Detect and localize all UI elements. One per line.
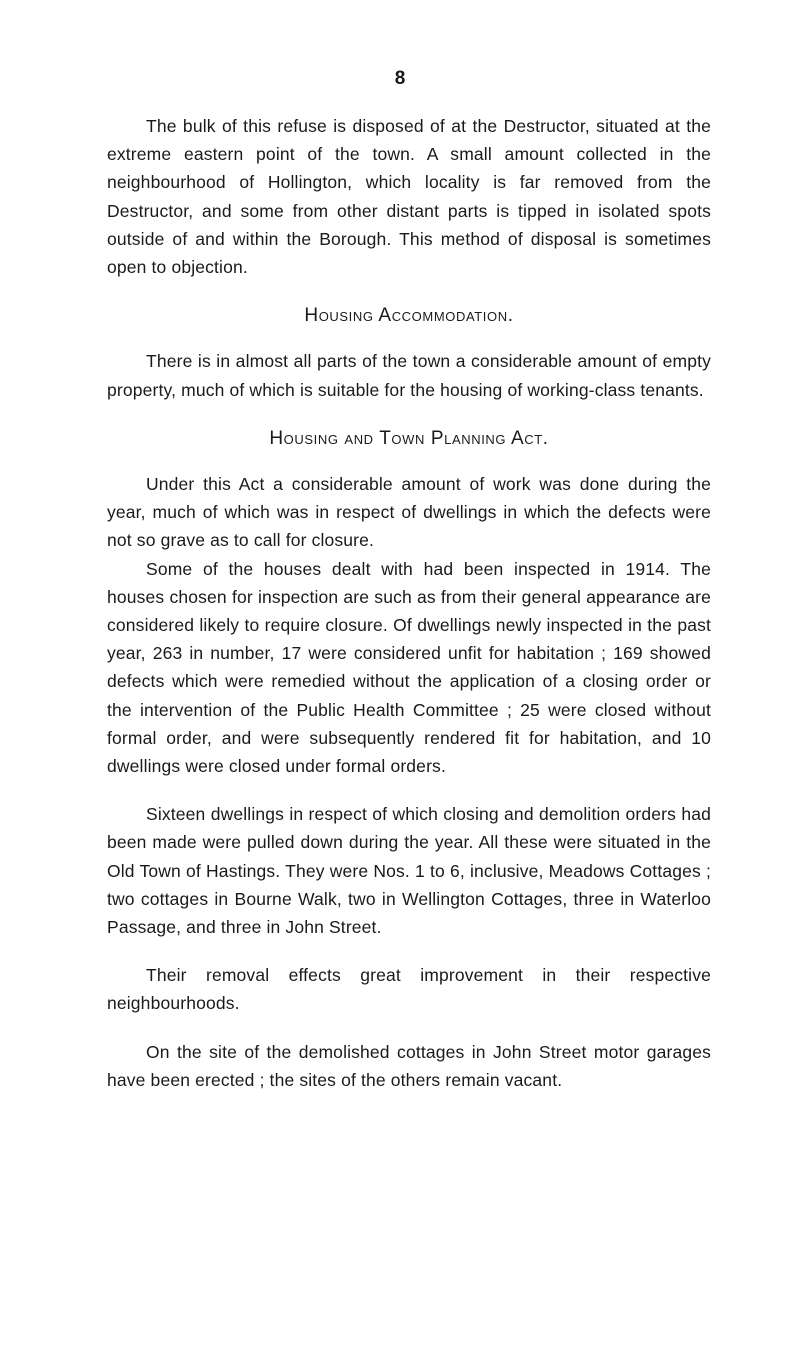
paragraph-empty-property: There is in almost all parts of the town a considerable amount of empty property, much of which is suitable for the housing of working-class tenants.	[107, 351, 711, 400]
paragraph-improvement: Their removal effects great improvement in their respective neighbourhoods.	[107, 965, 711, 1014]
heading-housing-accommodation: Housing Accommodation.	[304, 305, 514, 327]
heading-housing-town-planning-act: Housing and Town Planning Act.	[269, 427, 549, 449]
page-number: 8	[394, 68, 406, 89]
page-content	[107, 112, 711, 1094]
paragraph-inspections: Some of the houses dealt with had been inspected in 1914. The houses chosen for inspection are such as from their general appearance are considered likely to require closure. Of dwellings newly inspected in the past year, 263 in number, 17 were considered unfit for habitation ; 169 showed defects which were remedied without the application of a closing order or the intervention of the Public Health Committee ; 25 were closed without formal order, and were subsequently rendered fit for habitation, and 10 dwellings were closed under formal orders.	[107, 558, 711, 777]
paragraph-refuse-disposal: The bulk of this refuse is disposed of at the Destructor, situated at the extreme eastern point of the town. A small amount collected in the neighbourhood of Hollington, which locality is far removed from the Destructor, and some from other distant parts is tipped in isolated spots outside of and within the Borough. This method of disposal is sometimes open to objection.	[107, 116, 711, 278]
paragraph-demolitions: Sixteen dwellings in respect of which closing and demolition orders had been made were pulled down during the year. All these were situated in the Old Town of Hastings. They were Nos. 1 to 6, inclusive, Meadows Cottages ; two cottages in Bourne Walk, two in Wellington Cottages, three in Waterloo Passage, and three in John Street.	[107, 804, 711, 938]
paragraph-sites: On the site of the demolished cottages in John Street motor garages have been erected ; the sites of the others remain vacant.	[107, 1041, 711, 1090]
paragraph-act-work: Under this Act a considerable amount of work was done during the year, much of which was in respect of dwellings in which the defects were not so grave as to call for closure.	[107, 474, 711, 551]
